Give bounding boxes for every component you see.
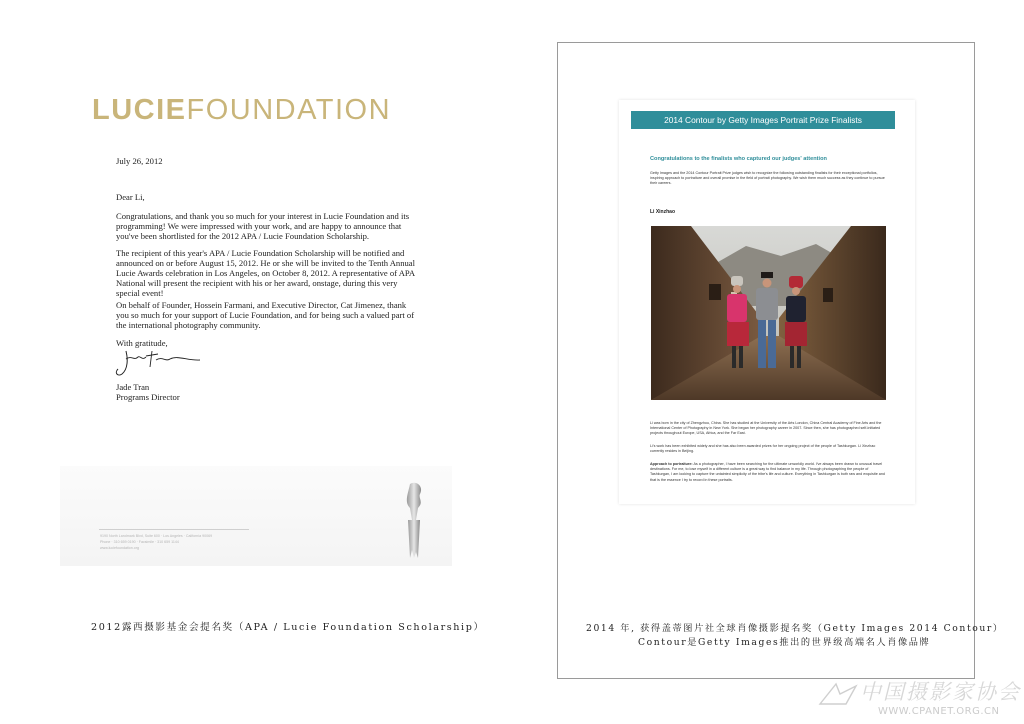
approach-label: Approach to portraiture: [650,462,693,466]
footer-divider [99,529,249,530]
left-caption: 2012露西摄影基金会提名奖（APA / Lucie Foundation Scholarship） [91,622,485,633]
watermark-text: 中国摄影家协会 [860,680,1021,704]
letter-closing: With gratitude, [116,338,168,348]
letter-paragraph-2: The recipient of this year's APA / Lucie Foundation Scholarship will be notified and announced on or before August 15, 2012. He or she will be invited to the Tenth Annual Lucie Awards celebration in Los Angeles, on October 8, 2012. A representative of APA National will present the recipient with his or her award, onstage, during this very special event! [116,248,416,298]
lucie-foundation-logo [92,94,391,127]
watermark-url: WWW.CPANET.ORG.CN [878,706,1000,717]
letter-footer-band [60,466,452,566]
footer-website-line: www.luciefoundation.org [100,546,139,550]
congratulations-heading: Congratulations to the finalists who captured our judges' attention [650,156,827,162]
footer-phone-line: Phone · 310 659 0190 · Facsimile · 310 659 1144 [100,540,179,544]
getty-banner-title: 2014 Contour by Getty Images Portrait Prize Finalists [631,111,895,129]
letter-paragraph-1: Congratulations, and thank you so much for your interest in Lucie Foundation and its programming! We were impressed with your work, and are happy to announce that you've been shortlisted for the 2012 APA / Lucie Foundation Scholarship. [116,211,410,241]
logo-light-text: FOUNDATION [186,94,392,126]
finalist-portrait-photo [651,226,886,400]
finalist-name: Li Xinzhao [650,209,675,215]
lucie-trophy-icon [396,480,432,560]
intro-paragraph: Getty Images and the 2014 Contour Portrait Prize judges wish to recognize the following outstanding finalists for their exceptional portfolios, inspiring approach to portraiture and overall promise in the field of portrait photography. We wish them much success as they continue to pursue their careers. [650,171,885,186]
approach-text: As a photographer, I have been searching for the ultimate unworldly world. I've always been drawn to unusual travel destinations. For me, to lose myself in a different culture is a great way to find balance in my life. Through photographing the people of Tashkurgan, I am looking to capture the untainted simplicity of the tribe's life and culture. Everything in Tashkurgan is both raw and exquisite and that is the essence I try to record in these portraits. [650,462,885,482]
bio-paragraph-1: Li was born in the city of Zhengzhou, China. She has studied at the University of the Arts London, China Central Academy of Fine Arts and the International Center of Photography in New York. She began her photography career in 2007. Since then, she has photographed self-initiated projects throughout Europe, USA, Africa, and the Far East. [650,421,882,436]
signer-title: Programs Director [116,392,180,402]
right-caption-line-2: Contour是Getty Images推出的世界级高端名人肖像品牌 [638,637,931,648]
cpa-watermark-logo-icon [816,680,860,708]
letter-date: July 26, 2012 [116,156,163,166]
logo-bold-text: LUCIE [92,94,187,126]
bio-paragraph-2: Li's work has been exhibited widely and she has also been awarded prizes for her ongoing project of the people of Tashkurgan. Li Xinzhao currently resides in Beijing. [650,444,876,454]
handwritten-signature [112,347,204,381]
signer-name: Jade Tran [116,382,150,392]
letter-salutation: Dear Li, [116,192,145,202]
footer-address-line: 9190 North Landmark Blvd, Suite 600 · Los Angeles · California 90069 [100,534,213,538]
letter-paragraph-3: On behalf of Founder, Hossein Farmani, and Executive Director, Cat Jimenez, thank you so much for your support of Lucie Foundation, and for being such a valued part of the international photography community. [116,300,415,330]
bio-paragraph-3 [650,462,886,483]
right-caption-line-1: 2014 年, 获得盖蒂图片社全球肖像摄影提名奖（Getty Images 2014 Contour） [586,623,1004,634]
